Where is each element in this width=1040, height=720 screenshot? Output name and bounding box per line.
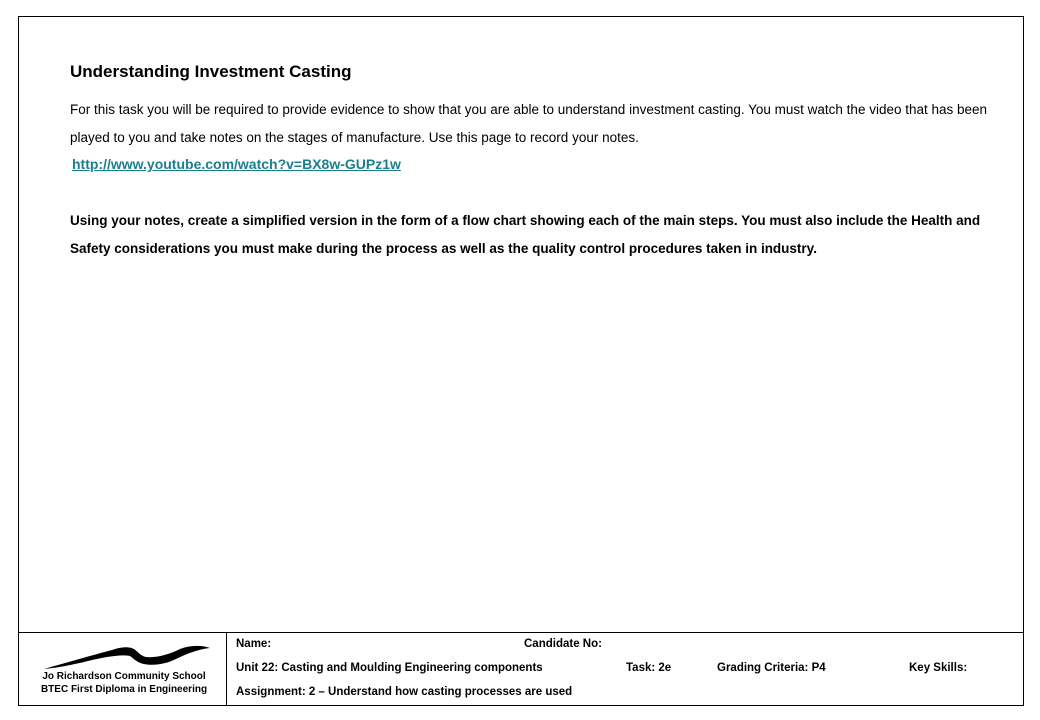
assignment-label: Assignment: 2 – Understand how casting processes are used xyxy=(236,686,573,698)
video-link[interactable]: http://www.youtube.com/watch?v=BX8w-GUPz1w xyxy=(72,156,401,172)
school-logo xyxy=(26,640,222,702)
footer-column-divider xyxy=(226,632,227,706)
footer-divider xyxy=(18,632,1024,633)
key-skills-label: Key Skills: xyxy=(909,662,968,674)
intro-text: For this task you will be required to provide evidence to show that you are able to understand investment casting. You must watch the video that has been played to you and take notes on the stages of manufacture. Use this page to record your notes. xyxy=(70,102,988,145)
instructions-text: Using your notes, create a simplified version in the form of a flow chart showing each of the main steps. You must also include the Health and Safety considerations you must make during the process as well as the quality control procedures taken in industry. xyxy=(70,213,981,256)
task-label: Task: 2e xyxy=(626,662,672,674)
grading-label: Grading Criteria: P4 xyxy=(717,662,826,674)
page-title: Understanding Investment Casting xyxy=(70,62,352,81)
candidate-label: Candidate No: xyxy=(524,638,602,650)
school-name: Jo Richardson Community School xyxy=(42,671,206,682)
unit-label: Unit 22: Casting and Moulding Engineering components xyxy=(236,662,543,674)
name-label: Name: xyxy=(236,638,272,650)
bird-icon xyxy=(42,644,212,672)
course-name: BTEC First Diploma in Engineering xyxy=(40,684,208,695)
